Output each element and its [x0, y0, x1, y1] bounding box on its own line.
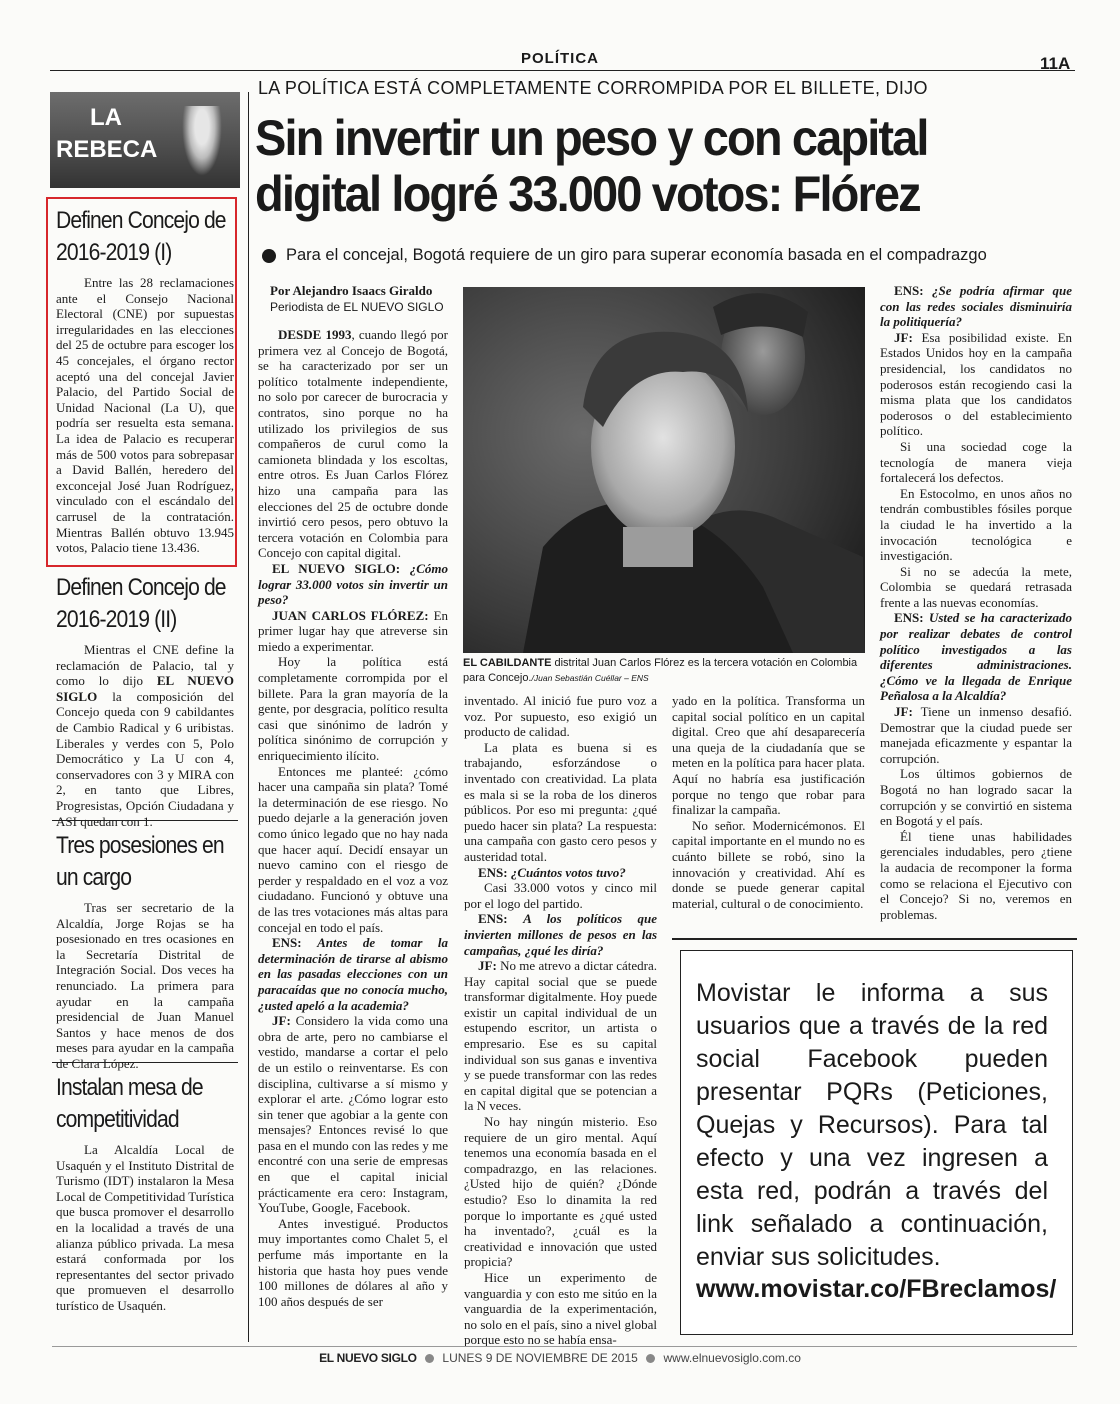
- brief-title: Definen Concejo de 2016-2019 (II): [56, 574, 226, 633]
- dot-icon: [646, 1354, 655, 1363]
- ad-top-rule: [672, 938, 1077, 940]
- footer-rule: [52, 1346, 1077, 1347]
- brief-title: Tres posesiones en un cargo: [56, 832, 224, 891]
- page-number: 11A: [1040, 54, 1071, 73]
- footer-date: LUNES 9 DE NOVIEMBRE DE 2015: [442, 1351, 638, 1365]
- ad-link[interactable]: www.movistar.co/FBreclamos/: [696, 1275, 1057, 1303]
- brief-title: Instalan mesa de competitividad: [56, 1074, 203, 1133]
- brief-divider: [52, 1062, 238, 1063]
- portrait-image: [463, 287, 865, 653]
- headline-line-1: Sin invertir un peso y con capital: [255, 110, 928, 166]
- article-column-3: yado en la política. Transforma un capital social político en un capital digital. Creo que ahí desaparecería una queja de la ciudadanía que se meten en la política para hacer plata. Aquí no habría esa justificación porque no tengo que robar para finalizar la campaña. No señor. Modernicémonos. El capital importante en el mundo no es cuánto billete se robó, sino la innovación y creatividad. Ahí es donde se puede generar capital material, cultural o de conocimiento.: [672, 693, 865, 911]
- subhead-text: Para el concejal, Bogotá requiere de un giro para superar economía basada en el compadrazgo: [286, 246, 987, 264]
- brief-text: Tras ser secretario de la Alcaldía, Jorge Rojas se ha posesionado en tres ocasiones en la Secretaría Distrital de Integración Social. Dos veces ha renunciado. La primera para ayudar en la campaña presidencial de Juan Manuel Santos y hace menos de dos meses para ayudar en la campaña de Clara López.: [56, 900, 234, 1071]
- article-kicker: LA POLÍTICA ESTÁ COMPLETAMENTE CORROMPIDA POR EL BILLETE, DIJO: [258, 78, 928, 98]
- brief-3: [56, 830, 234, 1072]
- brief-text: Entre las 28 reclamaciones ante el Consejo Nacional Electoral (CNE) por supuestas irregularidades en las elecciones del 25 de octubre para escoger los 45 concejales, el órgano rector aceptó una del concejal Javier Palacio, del Partido Social de Unidad Nacional (La U), que podría ser resuelta esta semana. La idea de Palacio es recuperar más de 500 votos para sobrepasar a David Ballén, heredero del exconcejal José Juan Rodríguez, vinculado con el escándalo del carrusel de la contratación. Mientras Ballén obtuvo 13.945 votos, Palacio tiene 13.436.: [56, 275, 234, 556]
- footer-brand: EL NUEVO SIGLO: [319, 1351, 417, 1365]
- statue-icon: [182, 106, 222, 176]
- byline-role: Periodista de EL NUEVO SIGLO: [270, 300, 444, 314]
- article-column-2: inventado. Al inició fue puro voz a voz. Por supuesto, eso exigió un producto de calidad. La plata es buena si es trabajando, esforzándose o inventado con creatividad. La plata es mala si se la roba de los dineros públicos. Por eso mi pregunta: ¿qué puedo hacer sin plata? La respuesta: una campaña con gasto cero pesos y austeridad total. ENS: ¿Cuántos votos tuvo? Casi 33.000 votos y cinco mil por el logo del partido. ENS: A los políticos que invierten millones de pesos en las campañas, ¿qué les diría? JF: No me atrevo a dictar cátedra. Hay capital social que se puede transformar digitalmente. Hoy puede existir un capital individual de un estupendo escritor, un artista o empresario. Ese es su capital individual son sus ganas e inventiva y se puede transformar con las redes en capital digital que se potencian a la N veces. No hay ningún misterio. Eso requiere de un giro mental. Aquí tenemos una economía basada en el compadrazgo, en las relaciones. ¿Usted hijo de quién? ¿Dónde estudio? Eso lo dinamita la red porque lo importante es ¿qué usted ha inventado?, ¿cuál es la creatividad e innovación que usted propicia? Hice un experimento de vanguardia y con esto me sitúo en la vanguardia de la experimentación, no solo en el país, sino a nivel global porque esto no se había ensa-: [464, 693, 658, 1348]
- brief-divider: [52, 820, 238, 821]
- page-footer: [0, 1351, 1120, 1365]
- article-subhead: [262, 246, 1062, 265]
- byline: [270, 282, 455, 316]
- ad-text: Movistar le informa a sus usuarios que a través de la red social Facebook pueden presentar PQRs (Peticiones, Quejas y Recursos). Para tal efecto y una vez ingresen a esta red, podrán a través del link señalado a continuación, enviar sus solicitudes.: [696, 979, 1048, 1271]
- movistar-advertisement: [680, 950, 1073, 1335]
- article-column-4: ENS: ¿Se podría afirmar que con las redes sociales disminuiría la politiquería? JF: Esa posibilidad existe. En Estados Unidos hoy en la campaña presidencial, los candidatos no poderosos están recogiendo casi la misma plata que los candidatos poderosos o del establecimiento político. Si una sociedad coge la tecnología de manera vieja fortalecerá los defectos. En Estocolmo, en unos años no tendrán combustibles fósiles porque la ciudad le ha invertido a la invocación tecnológica e investigación. Si no se adecúa la mete, Colombia se quedará retrasada frente a las nuevas economías. ENS: Usted se ha caracterizado por realizar debates de control político investigados a las diferentes administraciones. ¿Cómo ve la llegada de Enrique Peñalosa a la Alcaldía? JF: Tiene un inmenso desafió. Demostrar que la ciudad puede ser manejada eficazmente y espantar la corrupción. Los últimos gobiernos de Bogotá no han logrado sacar la corrupción y se convirtió en sistema en Bogotá y el país. Él tiene unas habilidades gerenciales indudables, pero ¿tiene la audacia de recomponer la forma como se relaciona el Ejecutivo con el Concejo? Si no, veremos en problemas.: [880, 283, 1073, 922]
- photo-juan-carlos-florez: [463, 287, 865, 653]
- article-column-1: DESDE 1993, cuando llegó por primera vez al Concejo de Bogotá, se ha caracterizado por ser un político totalmente independiente, no solo por carecer de burocracia y contratos, sino porque no ha utilizado los privilegios de sus compañeros de curul como la camioneta blindada y los escoltas, entre otros. Es Juan Carlos Flórez hizo una campaña para las elecciones del 25 de octubre donde invirtió cero pesos, pero obtuvo la tercera votación en Colombia para Concejo con capital digital. EL NUEVO SIGLO: ¿Cómo lograr 33.000 votos sin invertir un peso? JUAN CARLOS FLÓREZ: En primer lugar hay que atreverse sin miedo a experimentar. Hoy la política está completamente corrompida por el billete. Para la gran mayoría de la gente, por desgracia, político resulta casi que sinónimo de ladrón y política sinónimo de corrupción y enriquecimiento ilícito. Entonces me planteé: ¿cómo hacer una campaña sin plata? Tomé la determinación de ese riesgo. No puedo dejarle a la generación joven como único legado que no hay nada que hacer aquí. Decidí ensayar un nuevo camino con el riesgo de perder y respaldado en el voz a voz ciudadano. Funcionó y obtuve una de las tres votaciones más altas para concejal en todo el país. ENS: Antes de tomar la determinación de tirarse al abismo en las pasadas elecciones con un paracaídas que no conocía mucho, ¿usted apeló a la academia? JF: Considero la vida como una obra de arte, pero no cambiarse el vestido, mandarse a cortar el pelo de un estilo o reinventarse. Es con disciplina, cultivarse a sí mismo y explorar el arte. ¿Cómo lograr esto sin tener que agobiar a la gente con mensajes? Entonces revisé lo que pasa en el mundo con las redes y me encontré con una serie de empresas en que el capital inicial prácticamente era cero: Instagram, YouTube, Google, Facebook. Antes investigué. Productos muy importantes como Chalet 5, el perfume más importante en la historia que hasta hoy pues vende 100 millones de dólares al año y 100 años después de ser: [258, 327, 449, 1309]
- brief-title: Definen Concejo de 2016-2019 (I): [56, 207, 226, 266]
- footer-site[interactable]: www.elnuevosiglo.com.co: [663, 1351, 801, 1365]
- la-rebeca-logo: [50, 92, 240, 188]
- photo-caption: EL CABILDANTE distrital Juan Carlos Flórez es la tercera votación en Colombia para Concejo./Juan Sebastián Cuéllar – ENS: [463, 657, 858, 684]
- byline-name: Por Alejandro Isaacs Giraldo: [270, 283, 433, 298]
- dot-icon: [425, 1354, 434, 1363]
- brief-2: [56, 572, 234, 829]
- brief-1: [56, 205, 234, 556]
- article-headline: [255, 110, 1026, 222]
- column-divider: [248, 92, 249, 1342]
- brief-4: [56, 1072, 234, 1314]
- brief-text: Mientras el CNE define la reclamación de Palacio, tal y como lo dijo EL NUEVO SIGLO la composición del Concejo queda con 9 cabildantes de Cambio Radical y 6 uribistas. Liberales y verdes con 5, Polo Democrático y La U con 4, conservadores con 3 y MIRA con 2, en tanto que Libres, Progresistas, Opción Ciudadana y ASI quedan con 1.: [56, 642, 235, 829]
- headline-line-2: digital logré 33.000 votos: Flórez: [255, 166, 920, 222]
- header-rule: [50, 70, 1075, 71]
- bullet-icon: [262, 249, 276, 263]
- section-label: POLÍTICA: [521, 50, 599, 67]
- brief-text: La Alcaldía Local de Usaquén y el Instituto Distrital de Turismo (IDT) instalaron la Mesa Local de Competitividad Turística que busca promover el desarrollo en la localidad a través de una alianza público privada. La mesa estará conformada por los representantes del sector privado que promueven el desarrollo turístico de Usaquén.: [56, 1142, 235, 1313]
- logo-line-1: LA: [90, 104, 122, 131]
- logo-line-2: REBECA: [56, 136, 158, 163]
